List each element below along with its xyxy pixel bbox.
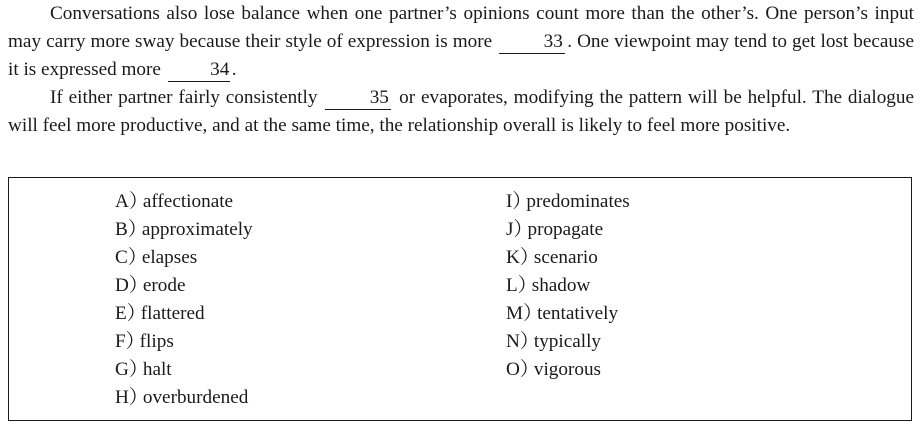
- blank-35: 35: [325, 87, 391, 110]
- paragraph-1-text-c: .: [231, 59, 237, 80]
- option-f: [115, 328, 253, 356]
- option-l: [506, 272, 630, 300]
- option-word: erode: [142, 275, 186, 296]
- option-word: scenario: [533, 247, 598, 268]
- blank-34: 34: [168, 59, 230, 82]
- option-h: [115, 384, 253, 412]
- blank-33: 33: [499, 31, 565, 54]
- option-word: typically: [533, 331, 601, 352]
- option-paren: ）: [127, 219, 147, 240]
- option-e: [115, 300, 253, 328]
- option-word: flattered: [140, 303, 205, 324]
- option-letter: M: [506, 303, 524, 324]
- option-word: tentatively: [537, 303, 619, 324]
- option-word: predominates: [526, 191, 630, 212]
- option-i: [506, 188, 630, 216]
- option-paren: ）: [127, 247, 147, 268]
- option-word: elapses: [141, 247, 198, 268]
- option-letter: I: [506, 191, 513, 212]
- option-letter: D: [115, 275, 129, 296]
- option-n: [506, 328, 630, 356]
- paragraph-2-text-a: If either partner fairly consistently: [50, 87, 318, 108]
- option-word: flips: [139, 331, 174, 352]
- option-letter: F: [115, 331, 126, 352]
- paragraph-1-text-a: Conversations also lose balance when one partner’s opinions count more than the other’s. One person’s input may carry more sway because their style of expression is more: [8, 3, 914, 52]
- option-letter: N: [506, 331, 520, 352]
- word-bank-left-column: [115, 188, 253, 412]
- passage: [8, 0, 914, 140]
- option-word: propagate: [527, 219, 604, 240]
- option-letter: O: [506, 359, 520, 380]
- option-letter: C: [115, 247, 128, 268]
- option-paren: ）: [513, 219, 533, 240]
- option-word: vigorous: [533, 359, 602, 380]
- option-letter: G: [115, 359, 129, 380]
- option-letter: K: [506, 247, 520, 268]
- option-paren: ）: [126, 303, 146, 324]
- option-m: [506, 300, 630, 328]
- option-paren: ）: [125, 331, 145, 352]
- option-paren: ）: [128, 359, 149, 380]
- option-o: [506, 356, 630, 384]
- option-letter: H: [115, 387, 129, 408]
- option-word: halt: [142, 359, 172, 380]
- option-paren: ）: [517, 275, 537, 296]
- option-paren: ）: [128, 387, 149, 408]
- word-bank-right-column: [506, 188, 630, 384]
- option-a: [115, 188, 253, 216]
- word-bank: [8, 177, 912, 421]
- option-word: overburdened: [142, 387, 249, 408]
- option-letter: E: [115, 303, 127, 324]
- option-letter: A: [115, 191, 129, 212]
- option-d: [115, 272, 253, 300]
- paragraph-1: [8, 0, 914, 84]
- paragraph-2: [8, 84, 914, 140]
- option-letter: J: [506, 219, 514, 240]
- option-letter: B: [115, 219, 128, 240]
- option-g: [115, 356, 253, 384]
- option-letter: L: [506, 275, 518, 296]
- option-word: affectionate: [142, 191, 234, 212]
- option-j: [506, 216, 630, 244]
- option-k: [506, 244, 630, 272]
- option-word: approximately: [141, 219, 253, 240]
- option-c: [115, 244, 253, 272]
- option-paren: ）: [519, 247, 540, 268]
- paragraph-2-text-b: or evaporates, modifying the pattern will be helpful. The dialogue will feel more productive, and at the same time, the relationship overall is likely to feel more positive.: [8, 87, 914, 136]
- option-paren: ）: [519, 331, 540, 352]
- option-paren: ）: [523, 303, 543, 324]
- option-paren: ）: [128, 275, 149, 296]
- option-b: [115, 216, 253, 244]
- option-paren: ）: [519, 359, 540, 380]
- option-paren: ）: [512, 191, 532, 212]
- option-word: shadow: [531, 275, 591, 296]
- paragraph-1-text-b: . One viewpoint may tend to get lost because it is expressed more: [8, 31, 915, 80]
- option-paren: ）: [128, 191, 149, 212]
